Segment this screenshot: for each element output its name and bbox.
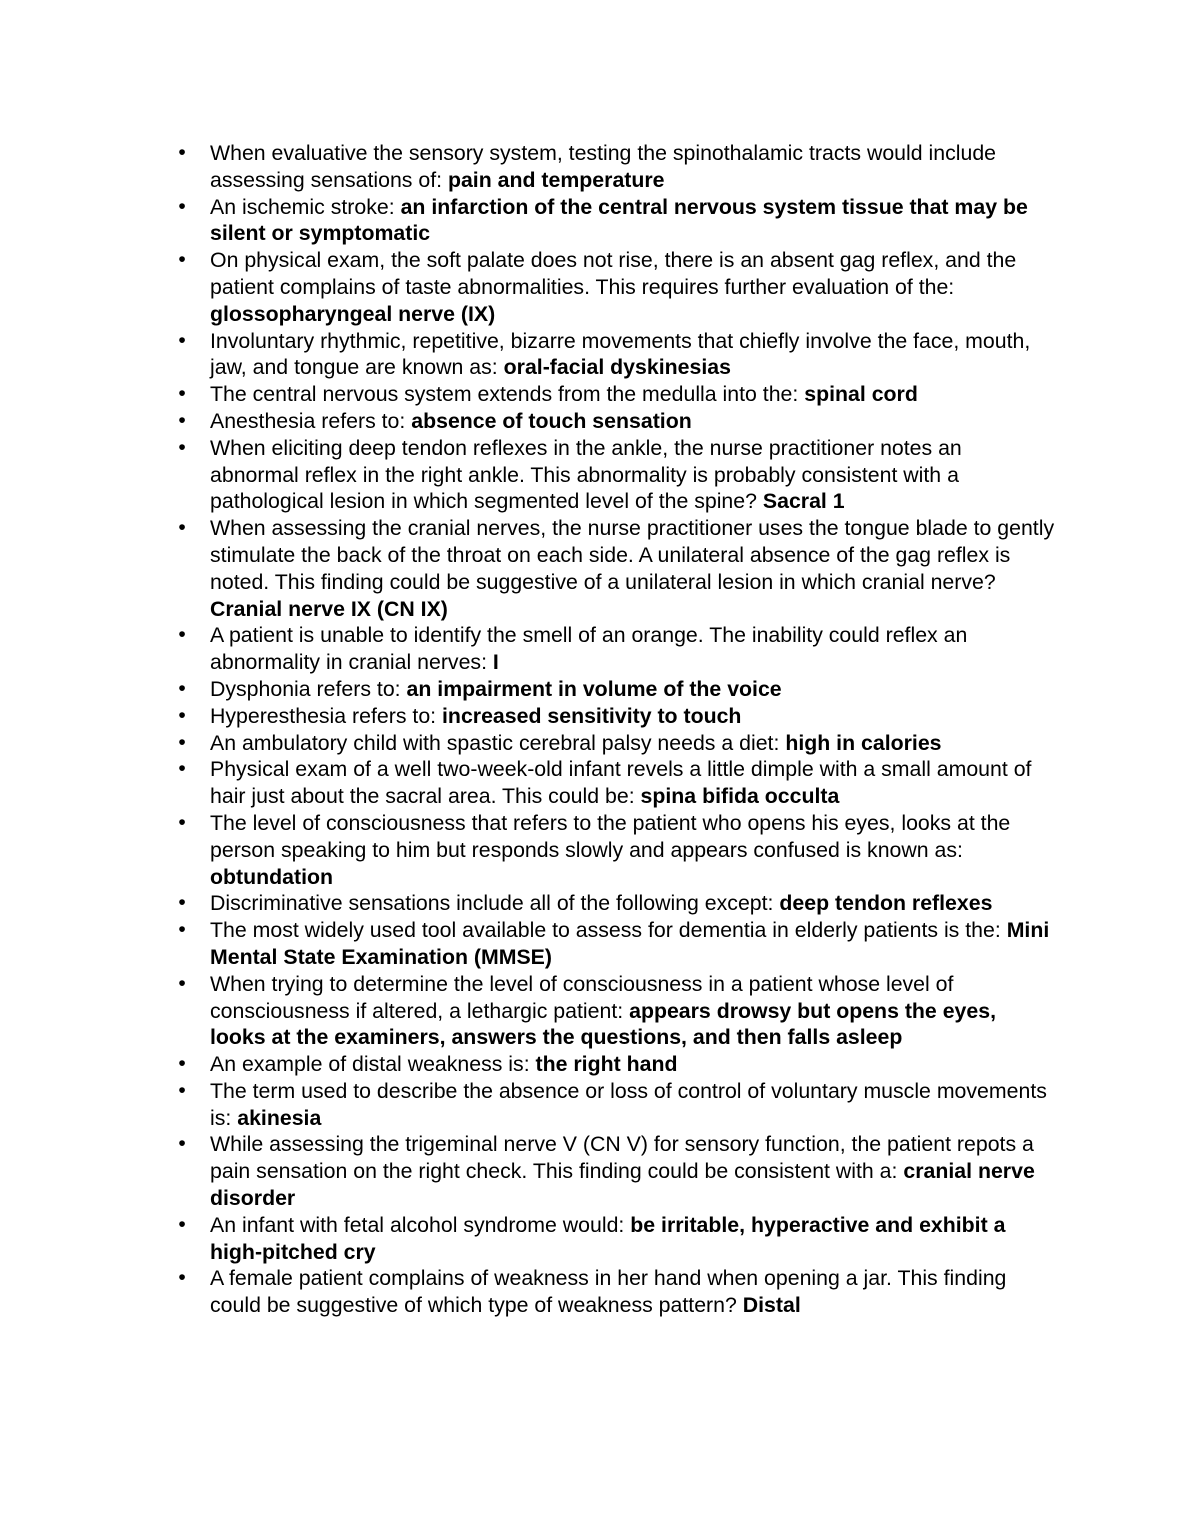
question-text: Anesthesia refers to: bbox=[210, 408, 406, 433]
question-text: Hyperesthesia refers to: bbox=[210, 703, 437, 728]
question-text: When trying to determine the level of consciousness in a patient whose level of consciousness if altered, a lethargic patient: bbox=[210, 971, 954, 1023]
bullet-icon: • bbox=[178, 730, 186, 754]
question-text: Physical exam of a well two-week-old infant revels a little dimple with a small amount of hair just about the sacral area. This could be: bbox=[210, 757, 1032, 809]
answer-text: oral-facial dyskinesias bbox=[503, 355, 731, 380]
bullet-icon: • bbox=[178, 891, 186, 915]
question-text: When evaluative the sensory system, testing the spinothalamic tracts would include assessing sensations of: bbox=[210, 141, 997, 192]
answer-text: absence of touch sensation bbox=[411, 408, 692, 433]
list-item bbox=[178, 890, 1055, 917]
answer-text: the right hand bbox=[535, 1052, 678, 1077]
question-text: An ischemic stroke: bbox=[210, 194, 395, 219]
question-text: A patient is unable to identify the smell of an orange. The inability could reflex an abnormality in cranial nerves: bbox=[210, 623, 968, 675]
bullet-icon: • bbox=[178, 194, 186, 218]
bullet-icon: • bbox=[178, 676, 186, 700]
question-text: An infant with fetal alcohol syndrome would: bbox=[210, 1212, 625, 1237]
question-text: On physical exam, the soft palate does not rise, there is an absent gag reflex, and the patient complains of taste abnormalities. This requires further evaluation of the: bbox=[210, 248, 1017, 299]
list-item bbox=[178, 435, 1055, 515]
question-text: While assessing the trigeminal nerve V (CN V) for sensory function, the patient repots a pain sensation on the right check. This finding could be consistent with a: bbox=[210, 1132, 1034, 1184]
list-item bbox=[178, 140, 1055, 194]
bullet-icon: • bbox=[178, 408, 186, 432]
list-item bbox=[178, 1212, 1055, 1266]
answer-text: glossopharyngeal nerve (IX) bbox=[210, 301, 496, 326]
answer-text: appears drowsy but opens the eyes, looks at the examiners, answers the questions, and then falls asleep bbox=[210, 998, 996, 1050]
question-text: The level of consciousness that refers to the patient who opens his eyes, looks at the person speaking to him but responds slowly and appears confused is known as: bbox=[210, 810, 1011, 862]
list-item bbox=[178, 756, 1055, 810]
list-item bbox=[178, 1265, 1055, 1319]
list-item bbox=[178, 622, 1055, 676]
answer-text: pain and temperature bbox=[447, 167, 665, 192]
list-item bbox=[178, 1131, 1055, 1211]
answer-text: deep tendon reflexes bbox=[779, 891, 993, 916]
question-text: A female patient complains of weakness in her hand when opening a jar. This finding could be suggestive of which type of weakness pattern? bbox=[210, 1266, 1007, 1318]
question-text: Involuntary rhythmic, repetitive, bizarre movements that chiefly involve the face, mouth, jaw, and tongue are known as: bbox=[210, 328, 1031, 380]
list-item bbox=[178, 194, 1055, 248]
bullet-icon: • bbox=[178, 1132, 186, 1156]
bullet-icon: • bbox=[178, 703, 186, 727]
list-item bbox=[178, 515, 1055, 622]
list-item bbox=[178, 810, 1055, 890]
question-text: Dysphonia refers to: bbox=[210, 676, 401, 701]
question-text: When eliciting deep tendon reflexes in the ankle, the nurse practitioner notes an abnormal reflex in the right ankle. This abnormality is probably consistent with a pathological lesion in which segmented level of the spine? bbox=[210, 435, 962, 514]
question-text: An example of distal weakness is: bbox=[210, 1052, 530, 1077]
bullet-icon: • bbox=[178, 382, 186, 406]
answer-text: high in calories bbox=[785, 730, 942, 755]
list-item bbox=[178, 408, 1055, 435]
answer-text: spina bifida occulta bbox=[640, 784, 840, 809]
list-item bbox=[178, 703, 1055, 730]
answer-text: Cranial nerve IX (CN IX) bbox=[210, 596, 448, 621]
question-text: The central nervous system extends from the medulla into the: bbox=[210, 382, 799, 407]
list-item bbox=[178, 917, 1055, 971]
bullet-icon: • bbox=[178, 971, 186, 995]
bullet-icon: • bbox=[178, 1266, 186, 1290]
list-item bbox=[178, 730, 1055, 757]
bullet-icon: • bbox=[178, 516, 186, 540]
list-item bbox=[178, 381, 1055, 408]
bullet-icon: • bbox=[178, 248, 186, 272]
bullet-icon: • bbox=[178, 1078, 186, 1102]
bullet-icon: • bbox=[178, 141, 186, 164]
bullet-icon: • bbox=[178, 1212, 186, 1236]
bullet-icon: • bbox=[178, 918, 186, 942]
answer-text: an infarction of the central nervous system tissue that may be silent or symptomatic bbox=[210, 194, 1028, 246]
answer-text: an impairment in volume of the voice bbox=[406, 676, 782, 701]
answer-text: I bbox=[492, 650, 499, 675]
list-item bbox=[178, 328, 1055, 382]
question-text: The most widely used tool available to assess for dementia in elderly patients is the: bbox=[210, 918, 1001, 943]
answer-text: spinal cord bbox=[804, 382, 918, 407]
bullet-icon: • bbox=[178, 435, 186, 459]
question-text: An ambulatory child with spastic cerebral palsy needs a diet: bbox=[210, 730, 780, 755]
answer-text: obtundation bbox=[210, 864, 334, 889]
list-item bbox=[178, 247, 1055, 327]
list-item bbox=[178, 971, 1055, 1051]
answer-text: be irritable, hyperactive and exhibit a high-pitched cry bbox=[210, 1212, 1006, 1264]
list-item bbox=[178, 1051, 1055, 1078]
bullet-icon: • bbox=[178, 1052, 186, 1076]
bullet-icon: • bbox=[178, 757, 186, 781]
list-item bbox=[178, 676, 1055, 703]
bullet-icon: • bbox=[178, 328, 186, 352]
answer-text: Sacral 1 bbox=[762, 489, 845, 514]
answer-text: cranial nerve disorder bbox=[210, 1159, 1035, 1211]
answer-text: akinesia bbox=[237, 1105, 322, 1130]
answer-text: Distal bbox=[742, 1293, 801, 1318]
answer-text: Mini Mental State Examination (MMSE) bbox=[210, 918, 1050, 969]
question-text: Discriminative sensations include all of the following except: bbox=[210, 891, 774, 916]
list-item bbox=[178, 1078, 1055, 1132]
question-answer-list bbox=[178, 140, 1055, 1319]
question-text: When assessing the cranial nerves, the nurse practitioner uses the tongue blade to gently stimulate the back of the throat on each side. A unilateral absence of the gag reflex is noted. This finding could be suggestive of a unilateral lesion in which cranial nerve? bbox=[210, 516, 1055, 594]
bullet-icon: • bbox=[178, 623, 186, 647]
bullet-icon: • bbox=[178, 810, 186, 834]
answer-text: increased sensitivity to touch bbox=[442, 703, 742, 728]
question-text: The term used to describe the absence or loss of control of voluntary muscle movements is: bbox=[210, 1078, 1047, 1130]
